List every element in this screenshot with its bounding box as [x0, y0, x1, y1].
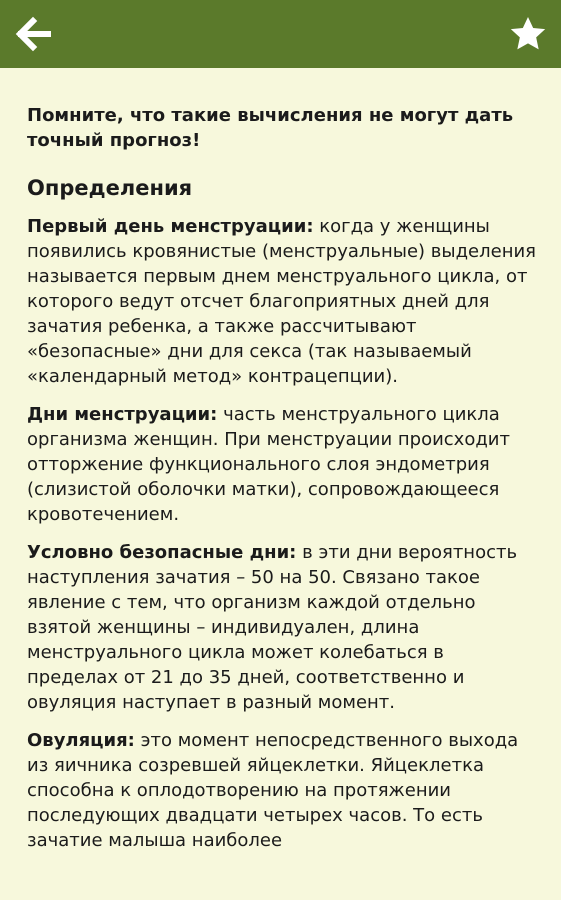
- definition-menstruation-days: [27, 402, 537, 527]
- definition-ovulation: [27, 728, 537, 853]
- arrow-left-icon: [12, 13, 54, 55]
- warning-text: Помните, что такие вычисления не могут дать точный прогноз!: [27, 105, 514, 151]
- section-title: Определения: [27, 176, 193, 200]
- content-area: [27, 103, 537, 866]
- back-button[interactable]: [8, 9, 58, 59]
- definition-text: это момент непосредственного выхода из яичника созревшей яйцеклетки. Яйцеклетка способна к оплодотворению на протяжении последующих двадцати четырех часов. То есть зачатие малыша наиболее: [27, 730, 519, 851]
- definition-first-day: [27, 214, 537, 389]
- definition-text: в эти дни вероятность наступления зачатия – 50 на 50. Связано такое явление с тем, что организм каждой отдельно взятой женщины – индивидуален, длина менструального цикла может колебаться в пределах от 21 до 35 дней, соответственно и овуляция наступает в разный момент.: [27, 542, 518, 713]
- definition-safe-days: [27, 540, 537, 715]
- favorite-button[interactable]: [503, 9, 553, 59]
- definition-text: когда у женщины появились кровянистые (менструальные) выделения называется первым днем менструального цикла, от которого ведут отсчет благоприятных дней для зачатия ребенка, а также рассчитывают «безопасные» дни для секса (так называемый «календарный метод» контрацепции).: [27, 216, 537, 387]
- app-bar: [0, 0, 561, 68]
- definition-term: Первый день менструации:: [27, 216, 314, 237]
- definition-text: часть менструального цикла организма женщин. При менструации происходит отторжение функционального слоя эндометрия (слизистой оболочки матки), сопровождающееся кровотечением.: [27, 404, 510, 525]
- definition-term: Овуляция:: [27, 730, 135, 751]
- star-icon: [508, 14, 548, 54]
- definition-term: Условно безопасные дни:: [27, 542, 297, 563]
- definition-term: Дни менструации:: [27, 404, 218, 425]
